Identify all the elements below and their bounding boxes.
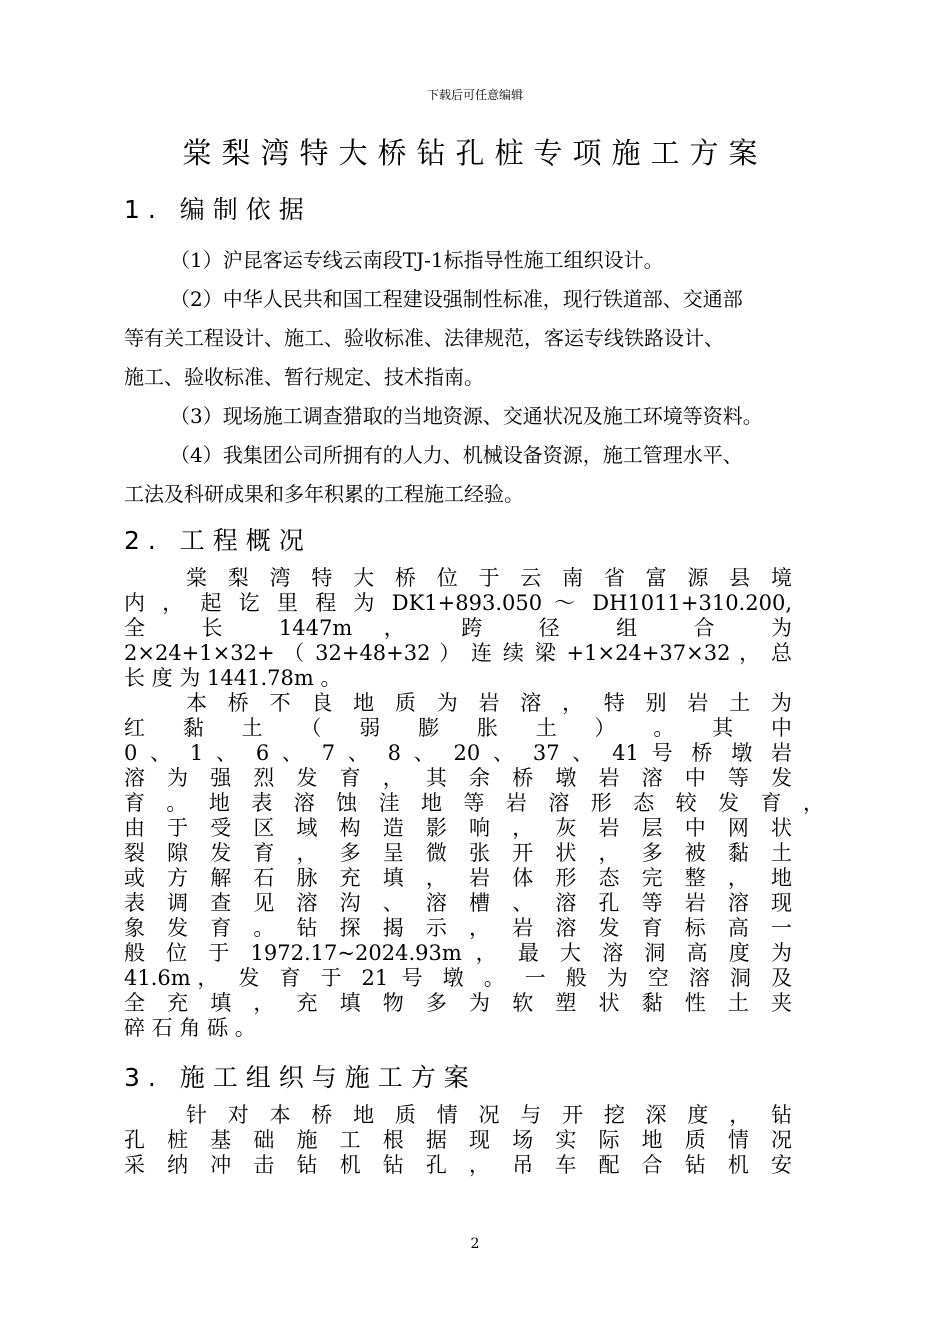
section-2-heading: 2. 工程概况 xyxy=(124,526,312,555)
paragraph-line: 般 位 于 1972.17~2024.93m ， 最 大 溶 洞 高 度 为 xyxy=(124,941,792,965)
paragraph-line: 2×24+1×32+ （ 32+48+32 ） 连 续 梁 +1×24+37×32 ， 总 xyxy=(124,641,792,665)
paragraph-line: 本 桥 不 良 地 质 为 岩 溶 ， 特 别 岩 土 为 xyxy=(186,691,792,715)
page-number: 2 xyxy=(470,1236,480,1252)
paragraph-line: 长 度 为 1441.78m 。 xyxy=(124,666,342,690)
paragraph-line: 表 调 查 见 溶 沟 、 溶 槽 、 溶 孔 等 岩 溶 现 xyxy=(124,891,792,915)
paragraph-line: 棠 梨 湾 特 大 桥 位 于 云 南 省 富 源 县 境 xyxy=(186,566,792,590)
page-header: 下载后可任意编辑 xyxy=(426,88,523,102)
section-3-body xyxy=(124,1103,792,1178)
paragraph-line: 或 方 解 石 脉 充 填 ， 岩 体 形 态 完 整 ， 地 xyxy=(124,866,792,890)
paragraph-line: 裂 隙 发 育 ， 多 呈 微 张 开 状 ， 多 被 黏 土 xyxy=(124,841,792,865)
paragraph-line: 孔 桩 基 础 施 工 根 据 现 场 实 际 地 质 情 况 xyxy=(124,1128,792,1152)
paragraph-line: （3）现场施工调查猎取的当地资源、交通状况及施工环境等资料。 xyxy=(170,404,763,428)
paragraph-line: 内 ， 起 讫 里 程 为 DK1+893.050 ～ DH1011+310.200, xyxy=(124,591,792,615)
document-title: 棠梨湾特大桥钻孔桩专项施工方案 xyxy=(182,136,768,170)
paragraph-line: 全 长 1447m ， 跨 径 组 合 为 xyxy=(124,616,792,640)
paragraph-line: 施工、验收标准、暂行规定、技术指南。 xyxy=(124,365,484,389)
paragraph-line: 由 于 受 区 域 构 造 影 响 ， 灰 岩 层 中 网 状 xyxy=(124,816,792,840)
paragraph-line: 育 。 地 表 溶 蚀 洼 地 等 岩 溶 形 态 较 发 育 ， xyxy=(124,791,824,815)
paragraph-line: 针 对 本 桥 地 质 情 况 与 开 挖 深 度 ， 钻 xyxy=(186,1103,792,1127)
paragraph-line: （2）中华人民共和国工程建设强制性标准，现行铁道部、交通部 xyxy=(170,287,743,311)
paragraph-line: 溶 为 强 烈 发 育 ， 其 余 桥 墩 岩 溶 中 等 发 xyxy=(124,766,792,790)
paragraph-line: 全 充 填 ， 充 填 物 多 为 软 塑 状 黏 性 土 夹 xyxy=(124,991,792,1015)
paragraph-line: 41.6m， 发 育 于 21 号 墩 。 一 般 为 空 溶 洞 及 xyxy=(124,966,792,990)
paragraph-line: （1）沪昆客运专线云南段TJ-1标指导性施工组织设计。 xyxy=(170,248,664,272)
paragraph-line: 工法及科研成果和多年积累的工程施工经验。 xyxy=(124,482,524,506)
paragraph-line: 象 发 育 。 钻 探 揭 示 ， 岩 溶 发 育 标 高 一 xyxy=(124,916,792,940)
paragraph-line: 0 、 1 、 6 、 7 、 8 、 20 、 37 、 41 号 桥 墩 岩 xyxy=(124,741,792,765)
paragraph-line: 碎 石 角 砾 。 xyxy=(124,1016,256,1040)
section-1-heading: 1. 编制依据 xyxy=(124,195,312,224)
paragraph-line: 红 黏 土 （ 弱 膨 胀 土 ） 。 其 中 xyxy=(124,716,792,740)
paragraph-line: （4）我集团公司所拥有的人力、机械设备资源，施工管理水平、 xyxy=(170,443,743,467)
section-3-heading: 3. 施工组织与施工方案 xyxy=(124,1063,477,1092)
section-1-body xyxy=(124,241,814,514)
paragraph-line: 采 纳 冲 击 钻 机 钻 孔 ， 吊 车 配 合 钻 机 安 xyxy=(124,1153,792,1177)
paragraph-line: 等有关工程设计、施工、验收标准、法律规范，客运专线铁路设计、 xyxy=(124,326,724,350)
section-2-body xyxy=(124,566,824,1041)
